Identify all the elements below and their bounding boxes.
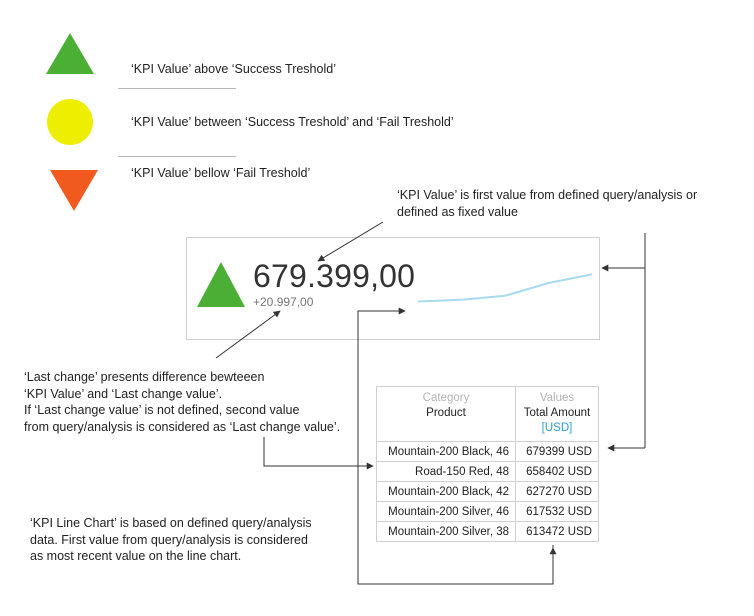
note-line-chart-line-1: ‘KPI Line Chart’ is based on defined query/analysis <box>30 516 312 530</box>
category-name: Product <box>426 407 466 419</box>
row-product: Mountain-200 Black, 42 <box>377 482 516 502</box>
values-name: Total Amount <box>523 407 591 419</box>
kpi-last-change: +20.997,00 <box>253 295 314 309</box>
values-unit: [USD] <box>541 422 573 434</box>
note-last-change-line-4: from query/analysis is considered as ‘Last change value’. <box>24 419 341 434</box>
row-amount: 679399 USD <box>516 442 599 462</box>
legend-between-text: ‘KPI Value’ between ‘Success Treshold’ and ‘Fail Treshold’ <box>131 115 454 129</box>
note-last-change-line-2: ‘KPI Value’ and ‘Last change value’. <box>24 386 223 401</box>
row-product: Mountain-200 Silver, 46 <box>377 502 516 522</box>
note-line-chart-line-2: data. First value from query/analysis is considered <box>30 532 308 547</box>
arrow-last-change-to-row <box>264 437 373 466</box>
row-amount: 658402 USD <box>516 462 599 482</box>
arrow-table-to-line-start <box>358 311 553 584</box>
note-kpi-value-line-1: ‘KPI Value’ is first value from defined query/analysis or <box>397 188 698 202</box>
note-kpi-value-line-2: defined as fixed value <box>397 204 518 219</box>
row-amount: 617532 USD <box>516 502 599 522</box>
row-amount: 613472 USD <box>516 522 599 542</box>
kpi-indicator-triangle-icon <box>197 262 245 307</box>
kpi-line-series <box>418 274 592 301</box>
row-product: Mountain-200 Silver, 38 <box>377 522 516 542</box>
row-amount: 627270 USD <box>516 482 599 502</box>
row-product: Road-150 Red, 48 <box>377 462 516 482</box>
arrow-last-change <box>216 311 280 358</box>
row-product: Mountain-200 Black, 46 <box>377 442 516 462</box>
note-last-change-line-1: ‘Last change’ presents difference bewteeen <box>24 370 265 384</box>
legend-success-text: ‘KPI Value’ above ‘Success Treshold’ <box>131 62 336 76</box>
kpi-value: 679.399,00 <box>253 258 416 294</box>
note-last-change-line-3: If ‘Last change value’ is not defined, second value <box>24 403 300 417</box>
arrow-kpi-value <box>318 222 383 261</box>
category-label: Category <box>422 392 470 404</box>
values-label: Values <box>539 392 575 404</box>
kpi-line-chart <box>418 274 592 301</box>
legend-fail-text: ‘KPI Value’ bellow ‘Fail Treshold’ <box>131 166 311 180</box>
note-line-chart-line-3: as most recent value on the line chart. <box>30 549 242 563</box>
